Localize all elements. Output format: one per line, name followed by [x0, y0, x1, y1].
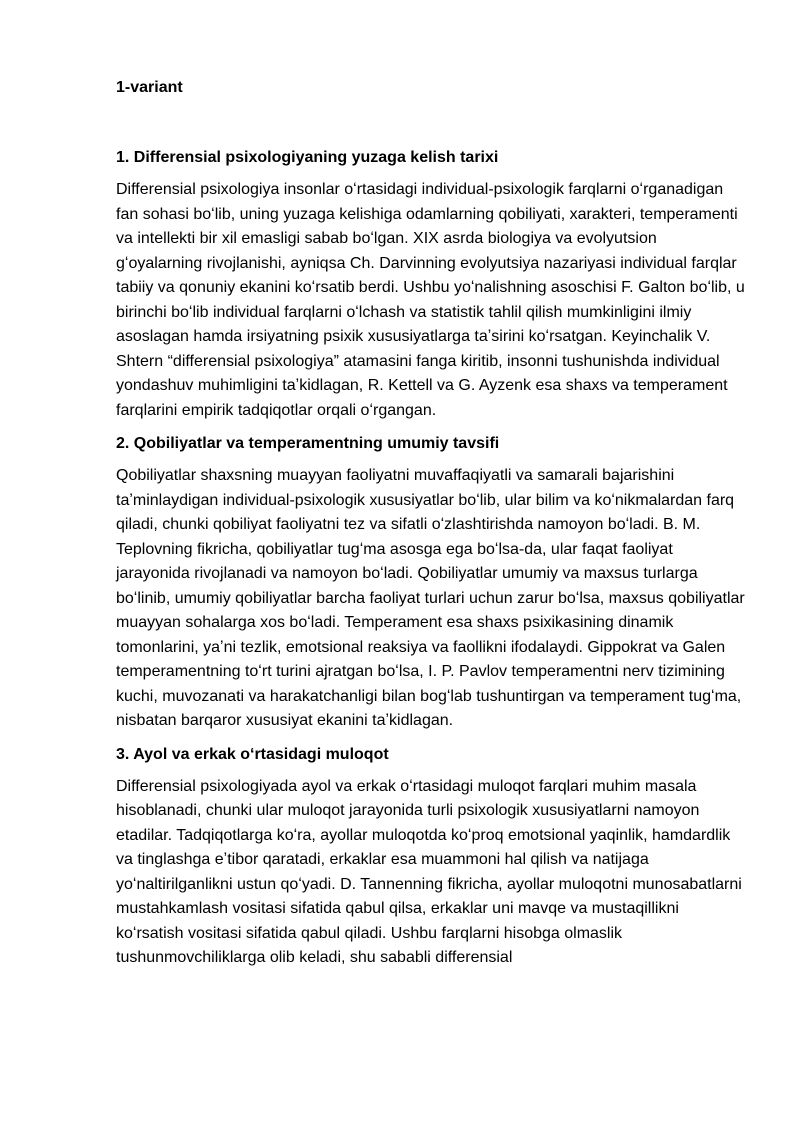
section-communication — [116, 743, 746, 971]
section-abilities-temperament — [116, 432, 746, 734]
section-heading: 1. Differensial psixologiyaning yuzaga kelish tarixi — [116, 149, 499, 166]
section-paragraph: Differensial psixologiya insonlar oʻrtasidagi individual-psixologik farqlarni oʻrganadigan fan sohasi boʻlib, uning yuzaga kelishiga odamlarning qobiliyati, xarakteri, temperamenti va intellekti bir xil emasligi sabab boʻlgan. XIX asrda biologiya va evolyutsion gʻoyalarning rivojlanishi, ayniqsa Ch. Darvinning evolyutsiya nazariyasi individual farqlar tabiiy va qonuniy ekanini koʻrsatib berdi. Ushbu yoʻnalishning asoschisi F. Galton boʻlib, u birinchi boʻlib individual farqlarni oʻlchash va statistik tahlil qilish mumkinligini ilmiy asoslagan hamda irsiyatning psixik xususiyatlarga taʼsirini koʻrsatgan. Keyinchalik V. Shtern “differensial psixologiya” atamasini fanga kiritib, insonni tushunishda individual yondashuv muhimligini taʼkidlagan, R. Kettell va G. Ayzenk esa shaxs va temperament farqlarini empirik tadqiqotlar orqali oʻrgangan. — [116, 181, 745, 419]
section-heading: 2. Qobiliyatlar va temperamentning umumiy tavsifi — [116, 435, 500, 452]
document-page — [116, 76, 746, 980]
section-paragraph: Qobiliyatlar shaxsning muayyan faoliyatni muvaffaqiyatli va samarali bajarishini taʼminlaydigan individual-psixologik xususiyatlar boʻlib, ular bilim va koʻnikmalardan farq qiladi, chunki qobiliyat faoliyatni tez va sifatli oʻzlashtirishda namoyon boʻladi. B. M. Teplovning fikricha, qobiliyatlar tugʻma asosga ega boʻlsa-da, ular faqat faoliyat jarayonida rivojlanadi va namoyon boʻladi. Qobiliyatlar umumiy va maxsus turlarga boʻlinib, umumiy qobiliyatlar barcha faoliyat turlari uchun zarur boʻlsa, maxsus qobiliyatlar muayyan sohalarga xos boʻladi. Temperament esa shaxs psixikasining dinamik tomonlarini, yaʼni tezlik, emotsional reaksiya va faollikni ifodalaydi. Gippokrat va Galen temperamentning toʻrt turini ajratgan boʻlsa, I. P. Pavlov temperamentni nerv tizimining kuchi, muvozanati va harakatchanligi bilan bogʻlab tushuntirgan va temperament tugʻma, nisbatan barqaror xususiyat ekanini taʼkidlagan. — [116, 467, 745, 729]
section-paragraph: Differensial psixologiyada ayol va erkak oʻrtasidagi muloqot farqlari muhim masala hisoblanadi, chunki ular muloqot jarayonida turli psixologik xususiyatlarni namoyon etadilar. Tadqiqotlarga koʻra, ayollar muloqotda koʻproq emotsional yaqinlik, hamdardlik va tinglashga eʼtibor qaratadi, erkaklar esa muammoni hal qilish va natijaga yoʻnaltirilganlikni ustun qoʻyadi. D. Tannenning fikricha, ayollar muloqotni munosabatlarni mustahkamlash vositasi sifatida qabul qilsa, erkaklar uni mavqe va mustaqillikni koʻrsatish vositasi sifatida qabul qiladi. Ushbu farqlarni hisobga olmaslik tushunmovchiliklarga olib keladi, shu sababli differensial — [116, 777, 742, 966]
section-history — [116, 146, 746, 423]
section-heading: 3. Ayol va erkak oʻrtasidagi muloqot — [116, 745, 389, 763]
variant-title: 1-variant — [116, 79, 183, 96]
